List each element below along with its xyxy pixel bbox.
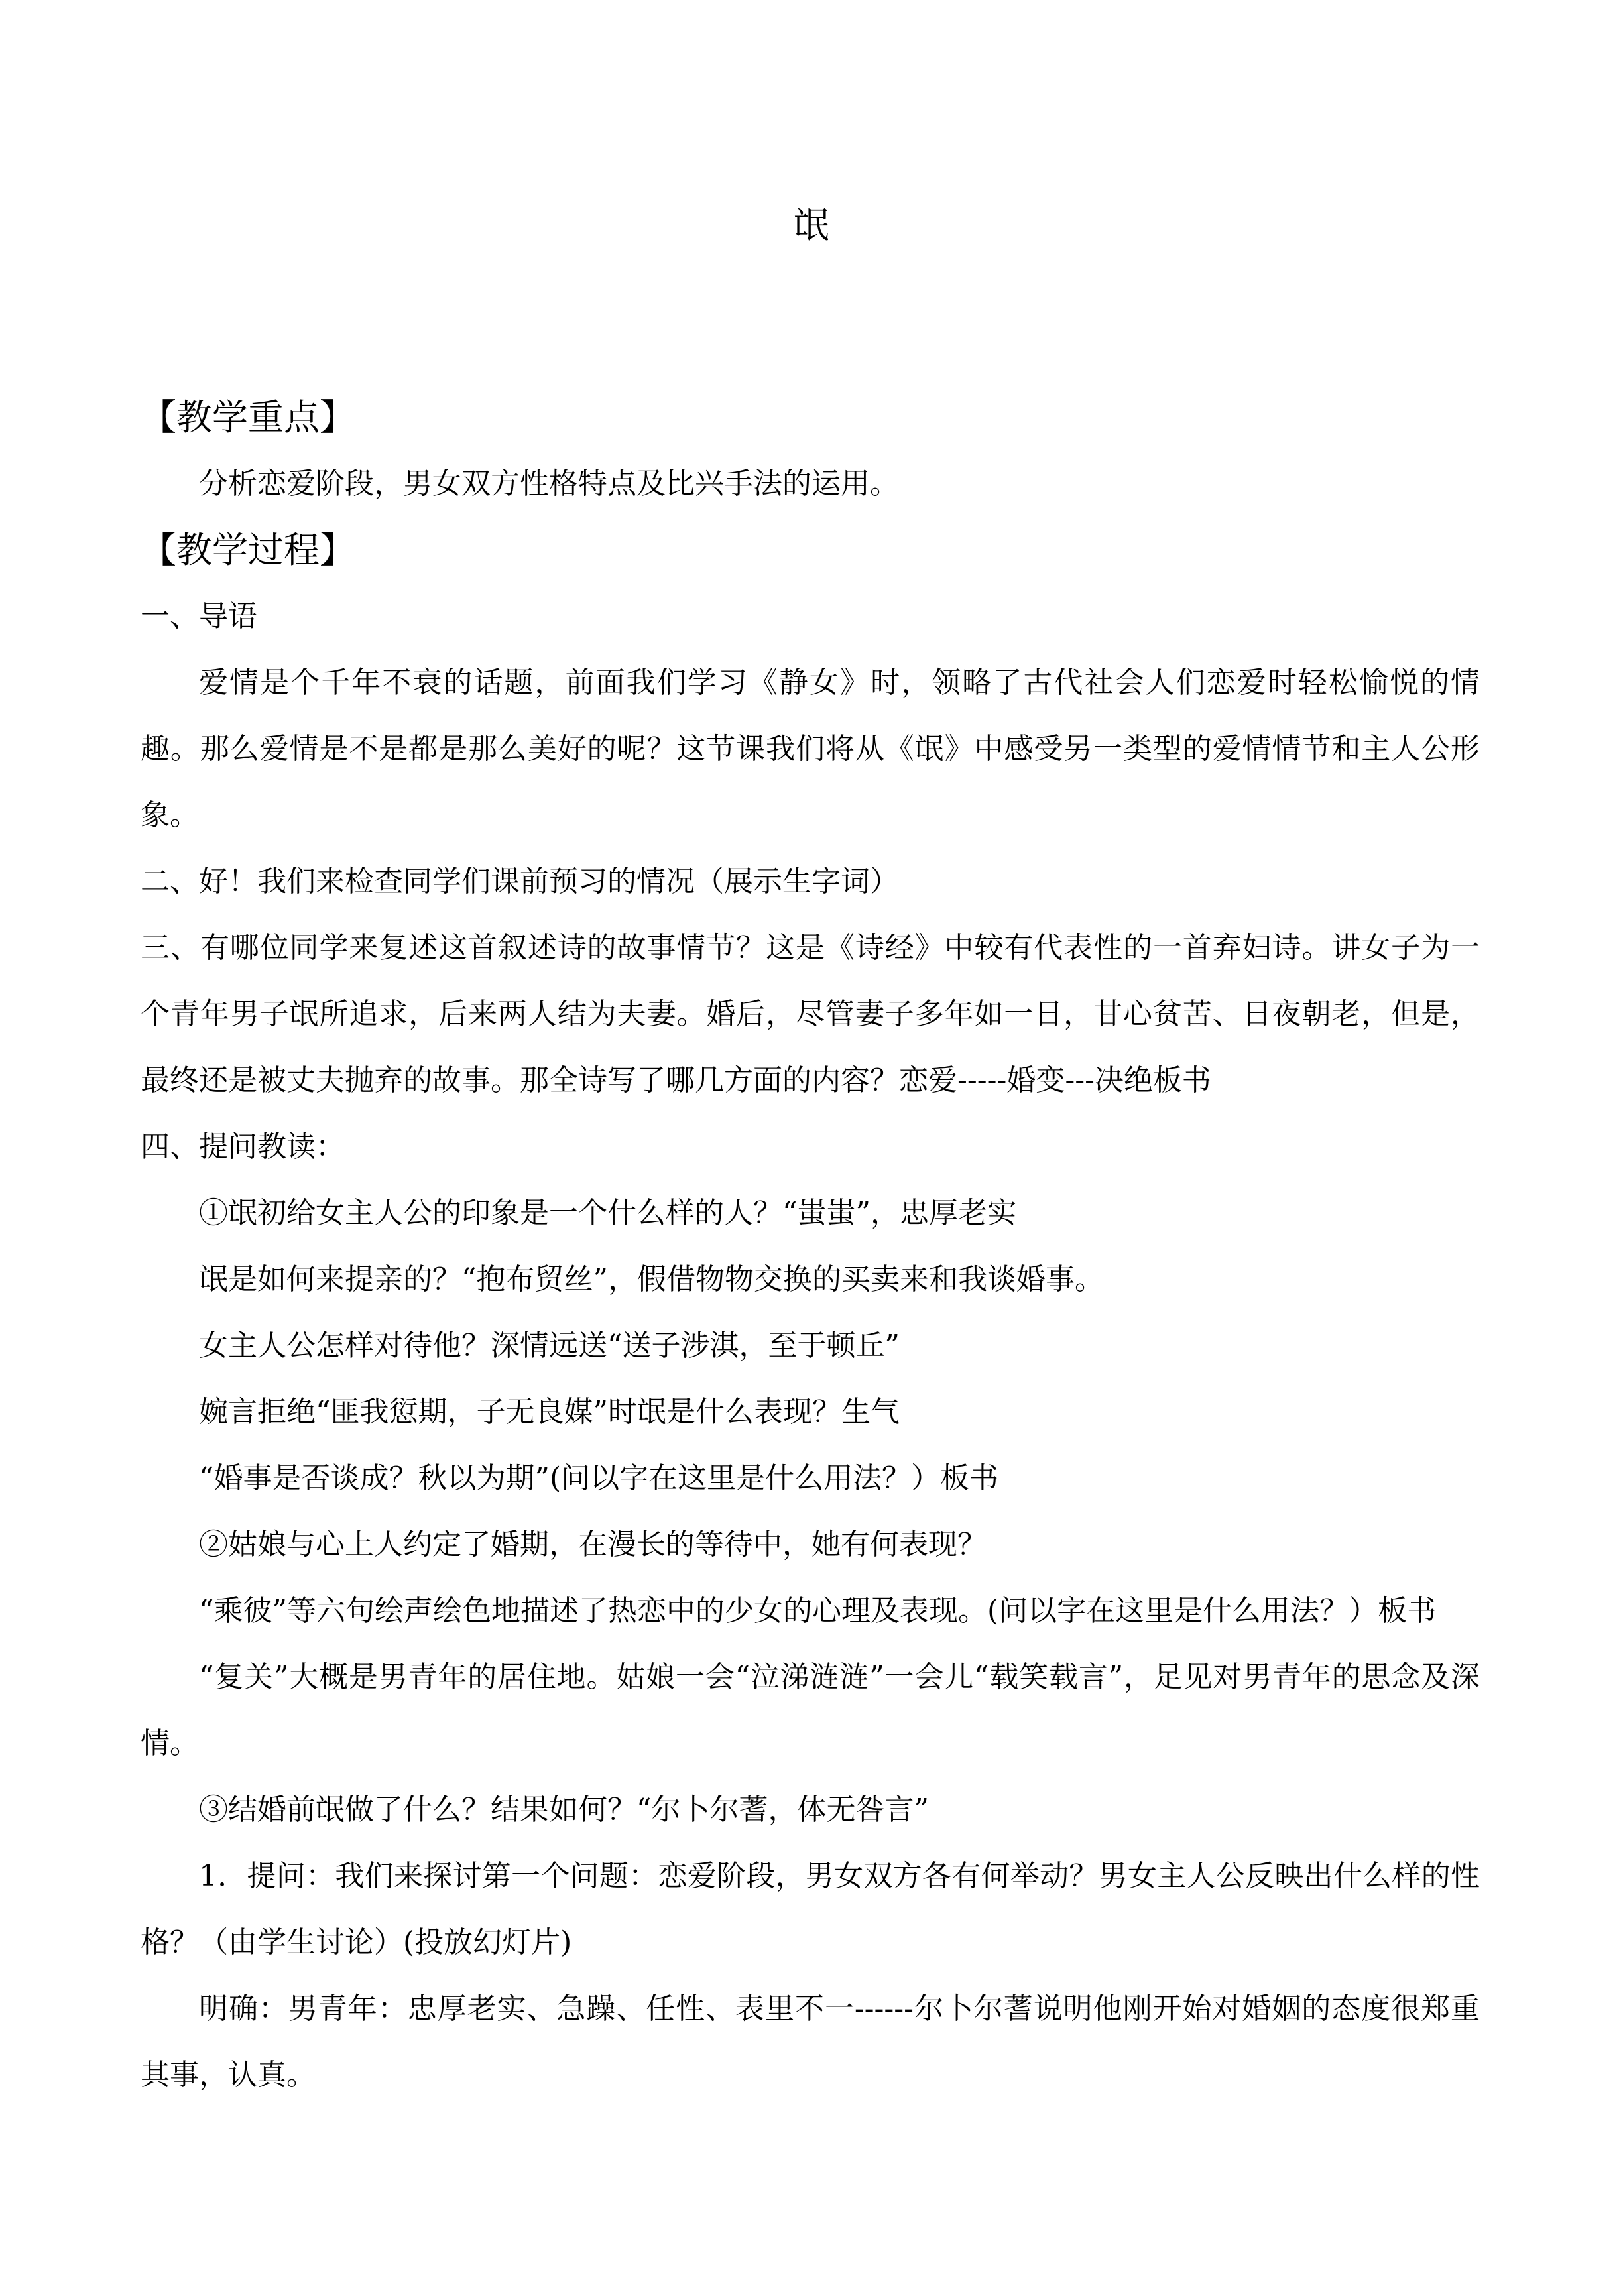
question-line-7: “乘彼”等六句绘声绘色地描述了热恋中的少女的心理及表现。(问以字在这里是什么用法？）板书 (199, 1594, 1437, 1628)
document-title: 氓 (794, 204, 829, 246)
preview-check-line: 二、好！我们来检查同学们课前预习的情况（展示生字词） (141, 865, 899, 898)
key-points-text: 分析恋爱阶段，男女双方性格特点及比兴手法的运用。 (199, 467, 899, 501)
question-line-4: 婉言拒绝“匪我愆期，子无良媒”时氓是什么表现？生气 (199, 1395, 900, 1429)
story-summary-paragraph: 三、有哪位同学来复述这首叙述诗的故事情节？这是《诗经》中较有代表性的一首弃妇诗。讲女子为一个青年男子氓所追求，后来两人结为夫妻。婚后，尽管妻子多年如一日，甘心贫苦、日夜朝老，但是，最终还是被丈夫抛弃的故事。那全诗写了哪几方面的内容？恋爱-----婚变---决绝板书 (141, 931, 1480, 1097)
question-line-9: ③结婚前氓做了什么？结果如何？“尔卜尔蓍，体无咎言” (199, 1793, 929, 1827)
intro-paragraph: 爱情是个千年不衰的话题，前面我们学习《静女》时，领略了古代社会人们恋爱时轻松愉悦的情趣。那么爱情是不是都是那么美好的呢？这节课我们将从《氓》中感受另一类型的爱情情节和主人公形象。 (141, 666, 1480, 832)
question-line-1: ①氓初给女主人公的印象是一个什么样的人？“蚩蚩”，忠厚老实 (199, 1196, 1016, 1230)
discussion-question: 1．提问：我们来探讨第一个问题：恋爱阶段，男女双方各有何举动？男女主人公反映出什么样的性格？（由学生讨论）(投放幻灯片) (141, 1859, 1480, 1959)
section-intro-heading: 一、导语 (141, 599, 257, 633)
question-line-8: “复关”大概是男青年的居住地。姑娘一会“泣涕涟涟”一会儿“载笑载言”，足见对男青年的思念及深情。 (141, 1660, 1480, 1760)
key-points-heading: 【教学重点】 (141, 396, 355, 438)
document-body (141, 385, 1480, 2108)
question-line-5: “婚事是否谈成？秋以为期”(问以字在这里是什么用法？）板书 (199, 1461, 999, 1495)
clarification-paragraph: 明确：男青年：忠厚老实、急躁、任性、表里不一------尔卜尔蓍说明他刚开始对婚姻的态度很郑重其事，认真。 (141, 1992, 1480, 2092)
question-line-3: 女主人公怎样对待他？深情远送“送子涉淇，至于顿丘” (199, 1329, 900, 1362)
question-line-6: ②姑娘与心上人约定了婚期，在漫长的等待中，她有何表现？ (199, 1528, 987, 1561)
question-line-2: 氓是如何来提亲的？“抱布贸丝”，假借物物交换的买卖来和我谈婚事。 (199, 1262, 1104, 1296)
questioning-heading: 四、提问教读： (141, 1130, 345, 1164)
process-heading: 【教学过程】 (141, 529, 355, 571)
